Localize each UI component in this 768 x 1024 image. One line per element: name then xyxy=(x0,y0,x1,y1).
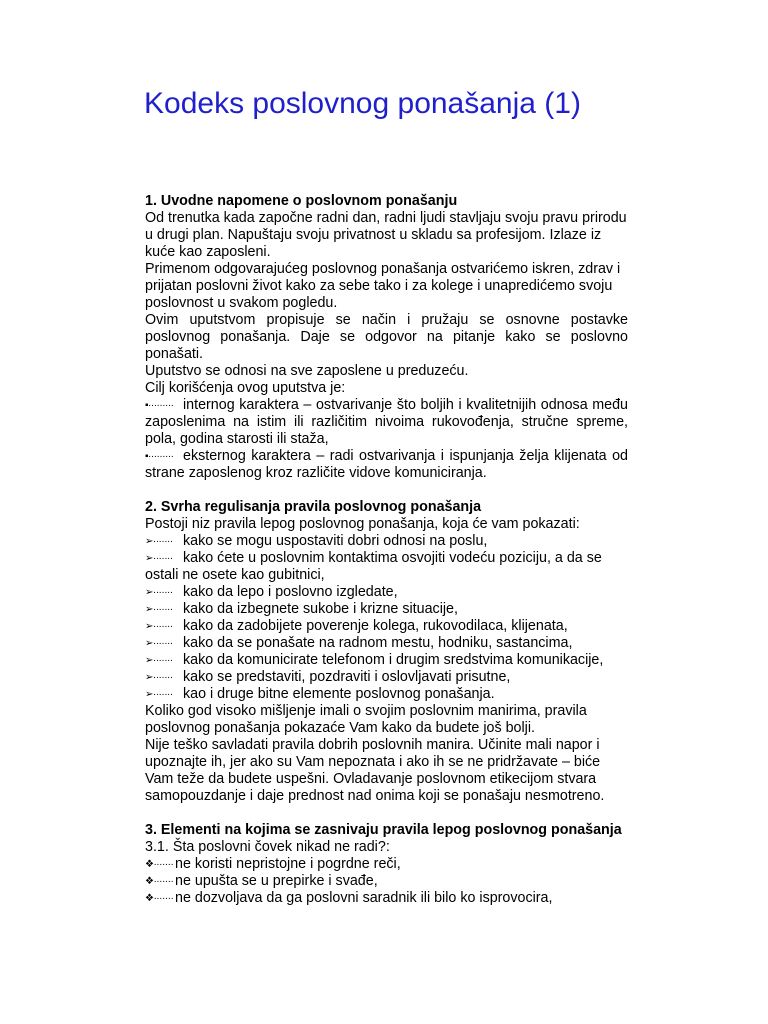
diamond-bullet-icon: ❖······· xyxy=(145,859,174,870)
list-item xyxy=(145,652,628,669)
list-item-text: ne upušta se u prepirke i svađe, xyxy=(175,873,378,889)
list-item xyxy=(145,618,628,635)
list-item xyxy=(145,550,628,584)
list-item-text: eksternog karaktera – radi ostvarivanja i ispunjanja želja klijenata od strane zaposlenog kroz različite vidove komuniciranja. xyxy=(145,448,628,481)
section-3-subheading: 3.1. Šta poslovni čovek nikad ne radi?: xyxy=(145,839,390,855)
list-item xyxy=(145,584,628,601)
list-item xyxy=(145,669,628,686)
list-item xyxy=(145,397,628,448)
diamond-bullet-icon: ❖······· xyxy=(145,893,174,904)
section-1-paragraph: Uputstvo se odnosi na sve zaposlene u preduzeću. xyxy=(145,363,469,379)
list-item xyxy=(145,873,628,890)
arrow-bullet-icon: ➢······· xyxy=(145,655,173,666)
section-2-paragraph: Koliko god visoko mišljenje imali o svojim poslovnim manirima, pravila poslovnog ponašanja pokazaće Vam kako da budete još bolji. xyxy=(145,703,587,736)
list-item-text: internog karaktera – ostvarivanje što boljih i kvalitetnijih odnosa među zaposlenima na istim ili različitim nivoima rukovođenja, stručne spreme, pola, godina starosti ili staža, xyxy=(145,397,628,447)
list-item xyxy=(145,448,628,482)
list-item-text: kako da lepo i poslovno izgledate, xyxy=(183,584,398,600)
list-item-text: kako da izbegnete sukobe i krizne situacije, xyxy=(183,601,458,617)
section-1-paragraph: Ovim uputstvom propisuje se način i pružaju se osnovne postavke poslovnog ponašanja. Daje se odgovor na pitanje kako se poslovno ponašati. xyxy=(145,312,628,362)
list-item-text: kako se predstaviti, pozdraviti i oslovljavati prisutne, xyxy=(183,669,511,685)
arrow-bullet-icon: ➢······· xyxy=(145,536,173,547)
section-2-paragraph: Postoji niz pravila lepog poslovnog ponašanja, koja će vam pokazati: xyxy=(145,516,580,532)
list-item-text: kako da zadobijete poverenje kolega, rukovodilaca, klijenata, xyxy=(183,618,568,634)
section-2-paragraph: Nije teško savladati pravila dobrih poslovnih manira. Učinite mali napor i upoznajte ih, jer ako su Vam nepoznata i ako ih se ne pridržavate – biće Vam teže da budete uspešni. Ovladavanje poslovnom etikecijom stvara samopouzdanje i daje prednost nad onima koji se ponašaju nesmotreno. xyxy=(145,737,605,804)
list-item-text: kako ćete u poslovnim kontaktima osvojiti vodeću poziciju, a da se ostali ne osete kao gubitnici, xyxy=(145,550,602,583)
document-body xyxy=(145,193,628,907)
list-item xyxy=(145,635,628,652)
square-bullet-icon: ▪········· xyxy=(145,400,174,411)
list-item-text: kako se mogu uspostaviti dobri odnosi na poslu, xyxy=(183,533,488,549)
arrow-bullet-icon: ➢······· xyxy=(145,553,173,564)
section-1-paragraph: Od trenutka kada započne radni dan, radni ljudi stavljaju svoju pravu prirodu u drugi plan. Napuštaju svoju privatnost u skladu sa profesijom. Izlaze iz kuće kao zaposleni. xyxy=(145,210,627,260)
arrow-bullet-icon: ➢······· xyxy=(145,587,173,598)
document-title: Kodeks poslovnog ponašanja (1) xyxy=(144,87,581,120)
section-1-paragraph: Cilj korišćenja ovog uputstva je: xyxy=(145,380,346,396)
section-3-heading: 3. Elementi na kojima se zasnivaju pravila lepog poslovnog ponašanja xyxy=(145,822,622,838)
section-1-heading: 1. Uvodne napomene o poslovnom ponašanju xyxy=(145,193,458,209)
arrow-bullet-icon: ➢······· xyxy=(145,689,173,700)
list-item xyxy=(145,856,628,873)
section-1-paragraph: Primenom odgovarajućeg poslovnog ponašanja ostvarićemo iskren, zdrav i prijatan poslovni život kako za sebe tako i za kolege i unapredićemo svoju poslovnost u svakom pogledu. xyxy=(145,261,621,311)
list-item xyxy=(145,533,628,550)
arrow-bullet-icon: ➢······· xyxy=(145,672,173,683)
list-item-text: ne dozvoljava da ga poslovni saradnik ili bilo ko isprovocira, xyxy=(175,890,553,906)
list-item-text: ne koristi nepristojne i pogrdne reči, xyxy=(175,856,401,872)
list-item-text: kao i druge bitne elemente poslovnog ponašanja. xyxy=(183,686,495,702)
section-2-list xyxy=(145,533,628,703)
arrow-bullet-icon: ➢······· xyxy=(145,604,173,615)
diamond-bullet-icon: ❖······· xyxy=(145,876,174,887)
arrow-bullet-icon: ➢······· xyxy=(145,638,173,649)
list-item xyxy=(145,601,628,618)
spacer xyxy=(145,482,628,499)
square-bullet-icon: ▪········· xyxy=(145,451,174,462)
list-item-text: kako da se ponašate na radnom mestu, hodniku, sastancima, xyxy=(183,635,573,651)
list-item xyxy=(145,686,628,703)
arrow-bullet-icon: ➢······· xyxy=(145,621,173,632)
spacer xyxy=(145,805,628,822)
list-item xyxy=(145,890,628,907)
section-3-list xyxy=(145,856,628,907)
section-2-heading: 2. Svrha regulisanja pravila poslovnog ponašanja xyxy=(145,499,482,515)
list-item-text: kako da komunicirate telefonom i drugim sredstvima komunikacije, xyxy=(183,652,604,668)
